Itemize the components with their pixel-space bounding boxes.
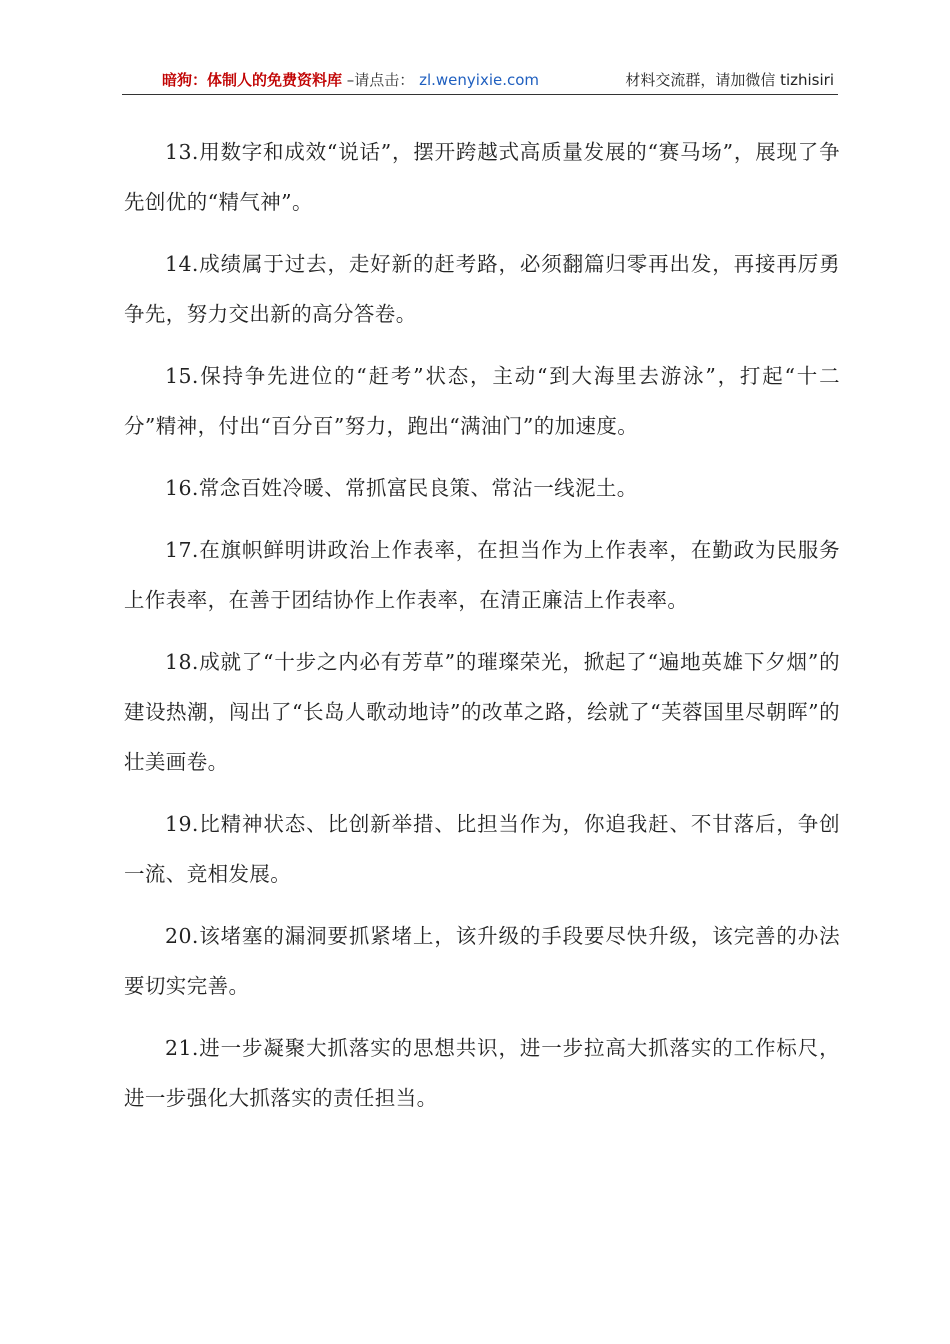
header-group-text: 材料交流群，请加微信 tizhisiri [625, 71, 834, 89]
paragraph-17: 17.在旗帜鲜明讲政治上作表率，在担当作为上作表率，在勤政为民服务上作表率，在善于团结协作上作表率，在清正廉洁上作表率。 [124, 538, 840, 612]
paragraph-21: 21.进一步凝聚大抓落实的思想共识，进一步拉高大抓落实的工作标尺，进一步强化大抓落实的责任担当。 [124, 1036, 840, 1110]
header-url-link[interactable]: zl.wenyixie.com [419, 71, 540, 89]
paragraph-18: 18.成就了“十步之内必有芳草”的璀璨荣光，掀起了“遍地英雄下夕烟”的建设热潮，闯出了“长岛人歌动地诗”的改革之路，绘就了“芙蓉国里尽朝晖”的壮美画卷。 [124, 650, 840, 774]
page-header [122, 70, 838, 95]
header-left [162, 70, 539, 90]
header-prompt: –请点击： [346, 71, 415, 89]
header-brand: 暗狗：体制人的免费资料库 [162, 71, 343, 89]
paragraph-20: 20.该堵塞的漏洞要抓紧堵上，该升级的手段要尽快升级，该完善的办法要切实完善。 [124, 924, 840, 998]
paragraph-13: 13.用数字和成效“说话”，摆开跨越式高质量发展的“赛马场”，展现了争先创优的“精气神”。 [124, 140, 840, 214]
paragraph-14: 14.成绩属于过去，走好新的赶考路，必须翻篇归零再出发，再接再厉勇争先，努力交出新的高分答卷。 [124, 252, 840, 326]
paragraph-15: 15.保持争先进位的“赶考”状态，主动“到大海里去游泳”，打起“十二分”精神，付出“百分百”努力，跑出“满油门”的加速度。 [124, 364, 840, 438]
paragraph-16: 16.常念百姓冷暖、常抓富民良策、常沾一线泥土。 [165, 476, 638, 500]
paragraph-19: 19.比精神状态、比创新举措、比担当作为，你追我赶、不甘落后，争创一流、竞相发展。 [124, 812, 840, 886]
document-body [124, 127, 840, 1135]
